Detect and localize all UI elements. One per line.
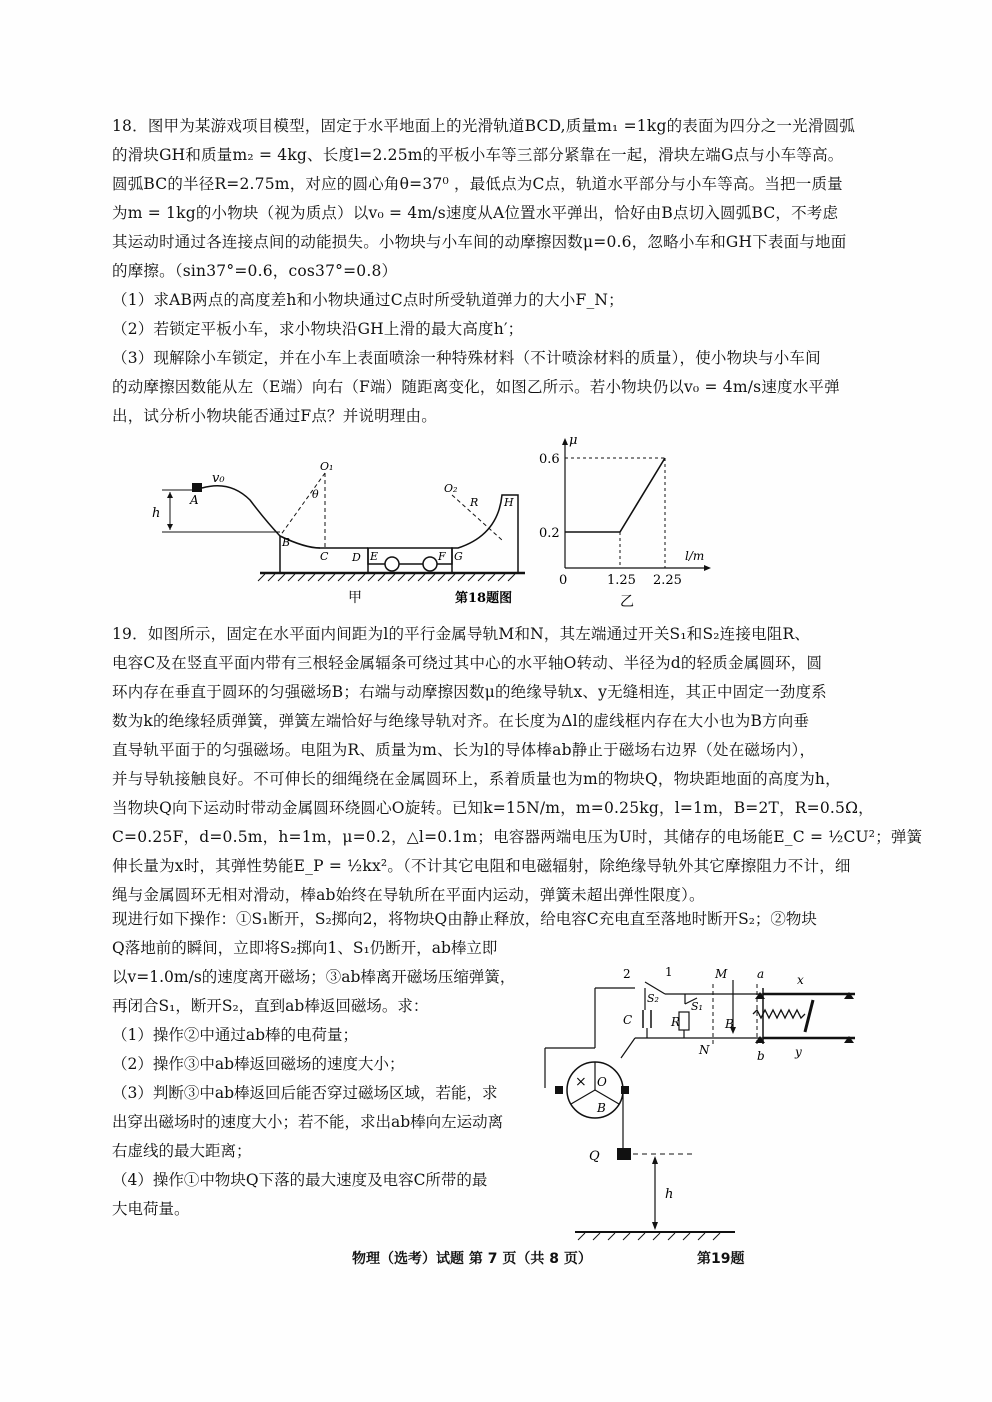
q19-line: 并与导轨接触良好。不可伸长的细绳绕在金属圆环上，系着质量也为m的物块Q，物块距地面的高度为h， [112, 770, 841, 788]
fig19-label-M: M [715, 967, 728, 981]
fig19-label-B-ring: B [597, 1101, 606, 1115]
label-H: H [504, 496, 514, 509]
q19-left-line: （3）判断③中ab棒返回后能否穿过磁场区域，若能，求 [112, 1084, 498, 1102]
q19-left-line: 大电荷量。 [112, 1200, 190, 1218]
q19-left-line: （1）操作②中通过ab棒的电荷量； [112, 1026, 359, 1044]
q18-line: 圆弧BC的半径R=2.75m，对应的圆心角θ=37⁰ ，最低点为C点，轨道水平部分与小车等高。当把一质量 [112, 175, 843, 193]
label-v0: v₀ [212, 471, 225, 486]
fig19-label-B-rail: B [725, 1017, 734, 1031]
q18-line: 的动摩擦因数能从左（E端）向右（F端）随距离变化，如图乙所示。若小物块仍以v₀ = 4m/s速度水平弹 [112, 378, 840, 396]
q19-line: C=0.25F，d=0.5m，h=1m，μ=0.2，△l=0.1m；电容器两端电压为U时，其储存的电场能E_C = ½CU²；弹簧 [112, 828, 923, 846]
label-h: h [152, 506, 161, 521]
figure-18-jia [140, 440, 540, 610]
graph-xtick-225: 2.25 [653, 573, 682, 588]
label-E: E [370, 550, 379, 563]
fig19-label-b: b [757, 1049, 765, 1063]
label-O2: O₂ [444, 482, 458, 495]
q18-line: 18．图甲为某游戏项目模型，固定于水平地面上的光滑轨道BCD,质量m₁ =1kg的表面为四分之一光滑圆弧 [112, 117, 855, 135]
label-B: B [282, 536, 291, 549]
graph-xtick-0: 0 [559, 573, 568, 588]
q19-left-line: （4）操作①中物块Q下落的最大速度及电容C所带的最 [112, 1171, 488, 1189]
fig19-label-Q: Q [589, 1149, 600, 1164]
q19-line: 数为k的绝缘轻质弹簧，弹簧左端恰好与绝缘导轨对齐。在长度为Δl的虚线框内存在大小也为B方向垂 [112, 712, 810, 730]
q18-line: （2）若锁定平板小车，求小物块沿GH上滑的最大高度h′； [112, 320, 524, 338]
q18-line: 出，试分析小物块能否通过F点？并说明理由。 [112, 407, 437, 425]
label-R: R [470, 496, 479, 509]
fig19-label-y: y [795, 1045, 802, 1059]
fig19-label-N: N [699, 1043, 710, 1057]
q19-line: 当物块Q向下运动时带动金属圆环绕圆心O旋转。已知k=15N/m，m=0.25kg，l=1m，B=2T，R=0.5Ω， [112, 799, 874, 817]
fig19-label-x: x [797, 973, 804, 987]
graph-ytick-06: 0.6 [539, 452, 560, 467]
caption-jia: 甲 [348, 590, 362, 606]
q18-line: （3）现解除小车锁定，并在小车上表面喷涂一种特殊材料（不计喷涂材料的质量），使小物块与小车间 [112, 349, 821, 367]
caption-fig18: 第18题图 [455, 591, 513, 606]
q19-line: 环内存在垂直于圆环的匀强磁场B；右端与动摩擦因数μ的绝缘导轨x、y无缝相连，其正中固定一劲度系 [112, 683, 827, 701]
q19-line: 19．如图所示，固定在水平面内间距为l的平行金属导轨M和N，其左端通过开关S₁和S₂连接电阻R、 [112, 625, 811, 643]
page-footer: 物理（选考）试题 第 7 页（共 8 页） [352, 1251, 592, 1267]
graph-ytick-02: 0.2 [539, 526, 560, 541]
label-F: F [438, 550, 446, 563]
q19-left-line: 再闭合S₁，断开S₂，直到ab棒返回磁场。求： [112, 997, 429, 1015]
graph-xtick-125: 1.25 [607, 573, 636, 588]
q19-ops-line: Q落地前的瞬间，立即将S₂掷向1、S₁仍断开，ab棒立即 [112, 939, 498, 957]
fig19-label-1: 1 [665, 965, 673, 979]
caption-yi: 乙 [620, 594, 634, 610]
q18-line: 的滑块GH和质量m₂ = 4kg、长度l=2.25m的平板小车等三部分紧靠在一起，滑块左端G点与小车等高。 [112, 146, 844, 164]
figure-19 [535, 958, 865, 1248]
graph-xlabel: l/m [685, 549, 705, 563]
label-theta: θ [312, 488, 319, 501]
fig19-label-S2: S₂ [647, 992, 659, 1005]
fig19-label-R: R [671, 1015, 681, 1029]
q19-left-line: 以v=1.0m/s的速度离开磁场；③ab棒离开磁场压缩弹簧， [112, 968, 516, 986]
q19-left-line: （2）操作③中ab棒返回磁场的速度大小； [112, 1055, 405, 1073]
q19-operations [112, 905, 872, 963]
q18-line: 的摩擦。（sin37°=0.6，cos37°=0.8） [112, 262, 398, 280]
q19-left-line: 右虚线的最大距离； [112, 1142, 252, 1160]
graph-ylabel: μ [569, 433, 578, 448]
fig19-field-cross-icon: × [575, 1074, 587, 1090]
q19-line: 绳与金属圆环无相对滑动，棒ab始终在导轨所在平面内运动，弹簧未超出弹性限度）。 [112, 886, 705, 904]
figure-18-yi-graph [535, 430, 715, 610]
fig19-label-O: O [597, 1075, 607, 1089]
label-C: C [320, 550, 329, 563]
fig19-label-C: C [623, 1013, 633, 1027]
label-O1: O₁ [320, 460, 334, 473]
q18-line: 为m = 1kg的小物块（视为质点）以v₀ = 4m/s速度从A位置水平弹出，恰好由B点切入圆弧BC，不考虑 [112, 204, 839, 222]
q19-sub-questions [112, 963, 532, 1224]
q19-ops-line: 现进行如下操作：①S₁断开，S₂掷向2，将物块Q由静止释放，给电容C充电直至落地时断开S₂；②物块 [112, 910, 817, 928]
fig19-label-a: a [757, 967, 765, 981]
label-A: A [190, 493, 199, 507]
fig19-label-S1: S₁ [691, 1000, 703, 1013]
q19-line: 直导轨平面于的匀强磁场。电阻为R、质量为m、长为l的导体棒ab静止于磁场右边界（处在磁场内）， [112, 741, 816, 759]
fig19-label-h: h [665, 1187, 674, 1202]
q18-line: 其运动时通过各连接点间的动能损失。小物块与小车间的动摩擦因数μ=0.6，忽略小车和GH下表面与地面 [112, 233, 847, 251]
q18-line: （1）求AB两点的高度差h和小物块通过C点时所受轨道弹力的大小F_N； [112, 291, 624, 309]
q19-line: 电容C及在竖直平面内带有三根轻金属辐条可绕过其中心的水平轴O转动、半径为d的轻质金属圆环，圆 [112, 654, 823, 672]
fig19-caption: 第19题 [697, 1251, 745, 1267]
label-D: D [352, 551, 361, 564]
q19-line: 伸长量为x时，其弹性势能E_P = ½kx²。（不计其它电阻和电磁辐射，除绝缘导轨外其它摩擦阻力不计，细 [112, 857, 851, 875]
q19-left-line: 出穿出磁场时的速度大小；若不能，求出ab棒向左运动离 [112, 1113, 504, 1131]
question-19-text [112, 620, 923, 910]
label-G: G [454, 550, 463, 563]
question-18-text [112, 112, 872, 431]
fig19-label-2: 2 [623, 967, 631, 981]
